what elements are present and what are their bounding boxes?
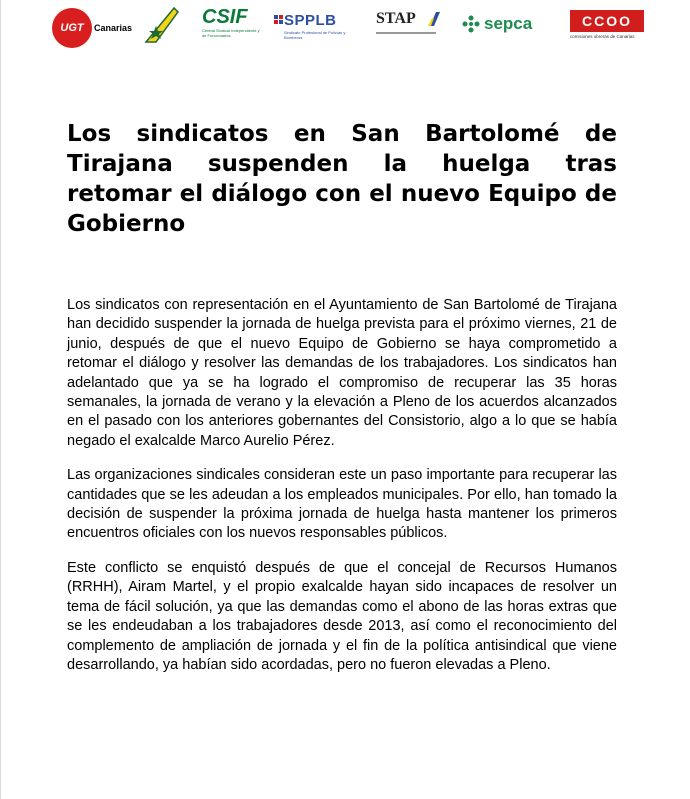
- ugt-logo: [52, 8, 142, 48]
- csif-mark: CSIF: [202, 6, 248, 28]
- spplb-mark: SPPLB: [284, 12, 337, 29]
- csif-tagline: Central Sindical Independiente y de Funcionarios: [202, 28, 260, 38]
- paragraph-1: Los sindicatos con representación en el Ayuntamiento de San Bartolomé de Tirajana han decidido suspender la jornada de huelga prevista para el próximo viernes, 21 de junio, después de que el nuevo Equipo de Gobierno se haya comprometido a retomar el diálogo y resolver las demandas de los trabajadores. Los sindicatos han adelantado que ya se ha logrado el compromiso de recuperar las 35 horas semanales, la jornada de verano y la elevación a Pleno de los acuerdos alcanzados en el pasado con los anteriores gobernantes del Consistorio, algo a lo que se había negado el exalcalde Marco Aurelio Pérez.: [67, 297, 617, 449]
- document-body: [67, 296, 617, 690]
- csif-logo: [202, 6, 262, 48]
- sepca-logo: [462, 12, 552, 42]
- document-title: Los sindicatos en San Bartolomé de Tirajana suspenden la huelga tras retomar el diálogo con el nuevo Equipo de Gobierno: [67, 121, 617, 237]
- ccoo-mark: CCOO: [570, 10, 644, 32]
- paragraph-3: Este conflicto se enquistó después de que el concejal de Recursos Humanos (RRHH), Airam Martel, y el propio exalcalde hayan sido incapaces de resolver un tema de fácil solución, ya que las demandas como el abono de las horas extras que se les endeudaban a los trabajadores desde 2013, así como el reconocimiento del complemento de ampliación de jornada y el fin de la política antisindical que viene desarrollando, ya habían sido acordadas, pero no fueron elevadas a Pleno.: [67, 559, 617, 673]
- ugt-mark: UGT: [52, 8, 92, 48]
- sindicato-star-icon: [144, 6, 180, 46]
- spplb-dots-icon: [274, 15, 283, 27]
- stap-logo: [376, 10, 440, 40]
- spplb-logo: [274, 12, 364, 42]
- stap-mark: STAP: [376, 10, 416, 27]
- sepca-mark: sepca: [484, 14, 533, 33]
- paragraph-2: Las organizaciones sindicales consideran este un paso importante para recuperar las cantidades que se les adeudan a los empleados municipales. Por ello, han tomado la decisión de suspender la próxima jornada de huelga hasta mantener los primeros encuentros oficiales con los nuevos responsables públicos.: [67, 467, 617, 542]
- stap-flag-icon: [428, 12, 440, 26]
- ccoo-logo: [570, 10, 646, 44]
- sepca-dots-icon: [462, 15, 480, 33]
- spplb-tagline: Sindicato Profesional de Policías y Bomberos: [284, 30, 346, 40]
- ugt-region: Canarias: [94, 23, 133, 33]
- stap-underline: [376, 32, 436, 34]
- union-logos-header: [52, 6, 652, 48]
- ccoo-tagline: comisiones obreras de Canarias: [570, 34, 635, 39]
- page-edge-rule: [0, 0, 1, 799]
